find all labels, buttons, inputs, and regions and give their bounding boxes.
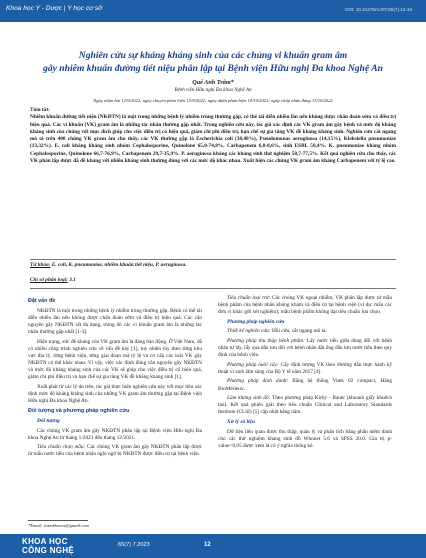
run-in-label: Phương pháp nuôi cấy: xyxy=(227,361,279,368)
paragraph xyxy=(218,295,392,316)
keywords-text: E. coli, K. pneumoniae, nhiễm khuẩn tiết niệu, P. aeruginosa. xyxy=(51,262,187,268)
run-in-label: Tiêu chuẩn chọn mẫu: xyxy=(37,444,86,451)
right-column xyxy=(218,295,392,452)
paragraph xyxy=(218,362,392,376)
article-dates: Ngày nhận bài 12/9/2022; ngày chuyển phản biện 15/9/2022; ngày nhận phản biện 10/10/2022; ngày chấp nhận đăng 13/10/2022 xyxy=(93,98,333,103)
keywords-label: Từ khóa: xyxy=(30,262,51,268)
paragraph: NKĐTN là một trong những bệnh lý nhiễm trùng thường gặp. Bệnh có thể tái diễn nhiều lần nếu không được chẩn đoán sớm và điều trị hiệu quả. Các căn nguyên gây NKĐTN rất đa dạng, trong đó các vi khuẩn gram âm là những tác nhân thường gặp nhất [1-3]. xyxy=(28,308,202,336)
article-title-line2: gây nhiễm khuẩn đường tiết niệu phân lập tại Bệnh viện Hữu nghị Đa khoa Nghệ An xyxy=(43,63,383,74)
page-number: 12 xyxy=(204,542,211,548)
footnote-email[interactable]: *Email: tramkhoavs@gmail.com xyxy=(28,523,89,528)
footer-logo xyxy=(22,536,82,556)
subsection-heading-subjects: Đối tượng xyxy=(37,418,60,425)
paragraph-text: Các chủng VK ngoại nhiễm, VK phân lập được từ mẫu bệnh phẩm của bệnh nhân không khám và điều trị tại bệnh viện (ví dụ: mẫu các đơn vị khác gửi xét nghiệm); mẫu bệnh phẩm không đạt tiêu chuẩn lựa chọn. xyxy=(218,295,392,316)
paragraph: Xuất phát từ các lý do trên, tác giả thực hiện nghiên cứu này với mục tiêu xác định mức độ kháng kháng sinh của những VK gram âm thường gặp tại Bệnh viện Hữu nghị Đa khoa Nghệ An. xyxy=(28,384,202,405)
paragraph-text: Các chủng VK gram âm gây NKĐTN phân lập được từ mẫu nước tiểu của bệnh nhân nghi ngờ bị NKĐTN được điều trị tại bệnh viện. xyxy=(28,444,202,458)
paragraph: Dữ liệu liên quan được thu thập, quản lý và phân tích bằng phần mềm dành cho các thử nghiệm kháng sinh đồ Whonet 5.6 và SPSS 20.0. Giá trị p-value<0,05 được xem là có ý nghĩa thống kê. xyxy=(218,428,392,449)
paragraph xyxy=(28,444,202,458)
article-author: Quế Anh Trâm* xyxy=(192,79,234,86)
article-title-line1: Nghiên cứu sự kháng kháng sinh của các chủng vi khuẩn gram âm xyxy=(78,50,348,61)
paragraph-text: Bằng hệ thống Vitek 02 compact, Hãng BioMérieux. xyxy=(218,378,392,392)
paragraph xyxy=(218,395,392,416)
paragraph-text: Cấy định lượng VK theo Hướng dẫn thực hành kỹ thuật vi sinh lâm sàng của Bộ Y tế năm 2017 [4]. xyxy=(218,361,392,375)
footnote-rule xyxy=(28,520,88,521)
abstract-title: Tóm tắt: xyxy=(30,107,50,113)
footer-logo-line2: CÔNG NGHỆ xyxy=(22,546,75,555)
divider-bottom xyxy=(30,288,396,289)
subject-value: 3.1 xyxy=(69,277,76,283)
run-in-label: Thiết kế nghiên cứu: xyxy=(227,328,271,335)
subsection-heading-analysis: Xử lý số liệu xyxy=(227,419,255,426)
paragraph: Hiện trạng, sức đề kháng của VK gram âm là đáng báo động. Ở Việt Nam, đã có nhiều công trình nghiên cứu về vấn đề này [1], tuy nhiên tùy theo từng khu vực địa lý, từng bệnh viện, từng giai đoạn mà tỷ lệ và cơ cấu các loài VK gây NKĐTN có thể khác nhau. Vì vậy, việc xác định đúng căn nguyên gây NKĐTN và mức độ kháng kháng sinh của các VK sẽ giúp cho việc điều trị có hiệu quả, giảm chi phí điều trị và hạn chế sự gia tăng VK đề kháng kháng sinh [1]. xyxy=(28,338,202,381)
paragraph xyxy=(218,378,392,392)
paragraph-text: Lấy nước tiểu giữa dòng đối với bệnh nhân tự lấy, lấy qua dẫn lưu đối với bệnh nhân đặt ống dẫn lưu nước tiểu theo quy định của bệnh viện. xyxy=(218,337,392,359)
abstract xyxy=(30,107,396,165)
paragraph xyxy=(218,328,392,335)
paragraph-text: Theo phương pháp Kirby - Bauer (khoanh giấy khuếch tán). Kết quả phiên giải theo tiêu chuẩn Clinical and Laboratory Standards Institute (CLSI) [5] cập nhật hằng năm. xyxy=(218,395,392,416)
run-in-label: Phương pháp định danh: xyxy=(227,378,289,385)
footer-issue: 65(7) 7.2023 xyxy=(118,542,150,548)
page-header xyxy=(0,0,426,44)
subsection-heading-methods: Phương pháp nghiên cứu xyxy=(227,319,285,326)
section-heading-methods: Đối tượng và phương pháp nghiên cứu xyxy=(28,408,130,415)
keywords xyxy=(30,262,396,269)
paragraph-text: Hồi cứu, cắt ngang mô tả. xyxy=(270,328,327,335)
run-in-label: Phương pháp thu thập bệnh phẩm: xyxy=(227,337,305,344)
article-affiliation: Bệnh viện Hữu nghị Đa khoa Nghệ An xyxy=(174,88,252,93)
footer-logo-line1: KHOA HỌC xyxy=(22,537,68,546)
paragraph xyxy=(218,338,392,359)
left-column xyxy=(28,295,202,461)
paragraph: Các chủng VK gram âm gây NKĐTN phân lập tại Bệnh viện Hữu nghị Đa khoa Nghệ An từ tháng 1/2021 đến tháng 12/2021. xyxy=(28,427,202,441)
subject-classification xyxy=(30,277,76,283)
section-heading-intro: Đặt vấn đề xyxy=(28,298,56,304)
subject-label: Chỉ số phân loại: xyxy=(30,277,68,283)
header-doi[interactable]: DOI: 10.31276/VJST.65(7).12-16 xyxy=(345,7,412,12)
run-in-label: Làm kháng sinh đồ: xyxy=(227,395,271,402)
divider-top xyxy=(30,259,396,260)
header-category: Khoa học Y - Dược | Y học cơ sở xyxy=(6,5,103,12)
abstract-text: Nhiễm khuẩn đường tiết niệu (NKĐTN) là một trong những bệnh lý nhiễm trùng thường gặp, có thể tái diễn nhiều lần nếu không được chẩn đoán sớm và điều trị hiệu quả. Các vi khuẩn (VK) gram âm là những tác nhân thường gặp nhất. Trong nghiên cứu này, tác giả xác định các VK gram âm gây bệnh và mức độ kháng kháng sinh của chúng với mục đích giúp cho việc điều trị có hiệu quả, giảm chi phí điều trị, hạn chế sự gia tăng VK đề kháng kháng sinh. Nghiên cứu cắt ngang mô tả trên 400 chủng VK gram âm cho thấy, các VK thường gặp là Escherichia coli (38,48%), Pseudomonas aeruginosa (14,15%), Klebsiella pneumoniae (13,32%). E. coli kháng kháng sinh nhóm Cephalosporine, Quinolone 65,0-74,8%, Carbapenem 6,8-8,6%, sinh ESBL 58,4%. K. pneumoniae kháng nhóm Cephalosporine, Quinolone 66,7-76,9%, Carbapenem 29,7-35,9%. P. aeruginosa kháng các kháng sinh thử nghiệm 58,7-77,5%. Kết quả nghiên cứu cho thấy, các VK phân lập được đã đề kháng với nhiều kháng sinh thường dùng với các mức độ khác nhau. Xuất hiện các chủng VK gram âm kháng Carbapenem với tỷ lệ cao. xyxy=(30,114,396,165)
run-in-label: Tiêu chuẩn loại trừ: xyxy=(227,295,271,301)
